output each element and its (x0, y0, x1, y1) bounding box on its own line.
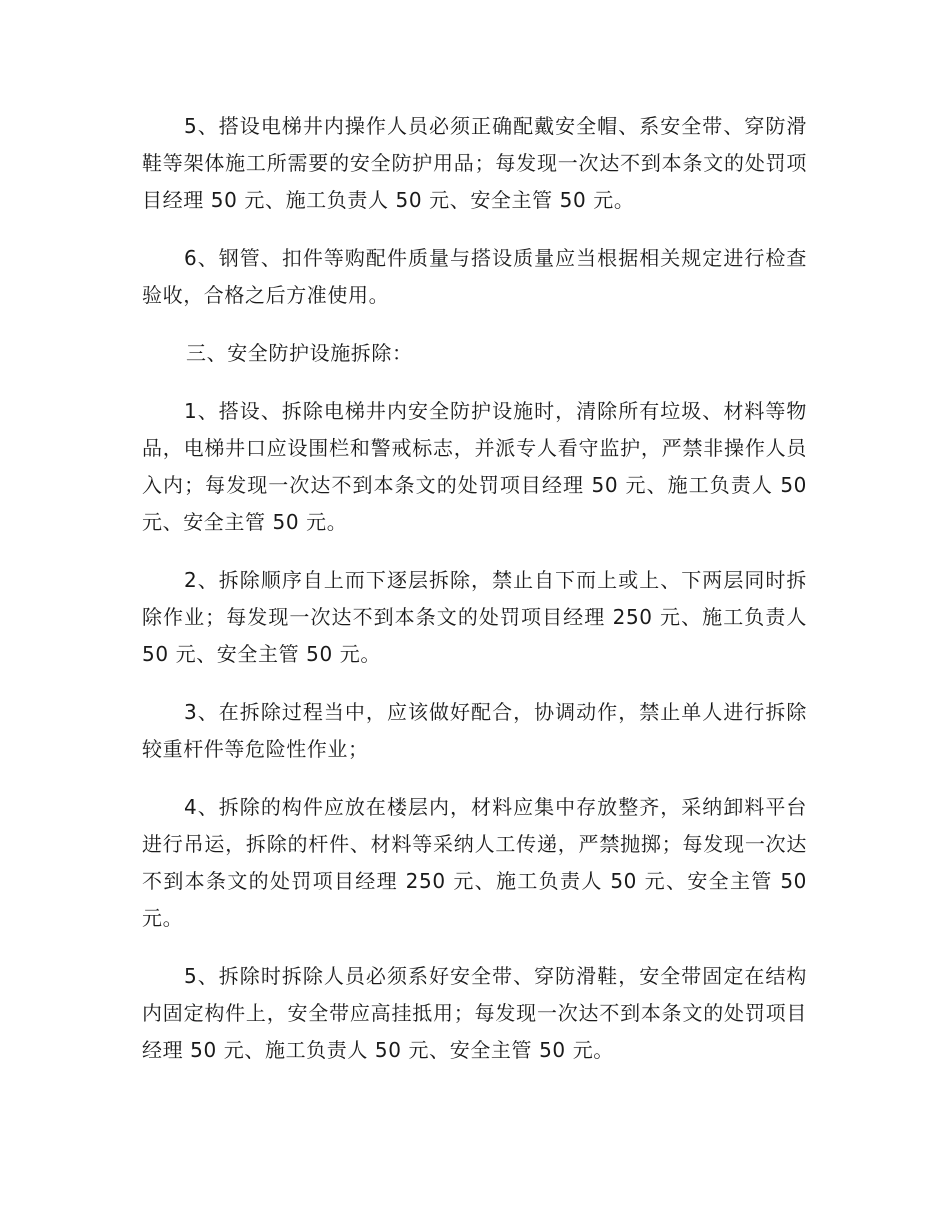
paragraph-2-removal-order: 2、拆除顺序自上而下逐层拆除，禁止自下而上或上、下两层同时拆除作业；每发现一次达不到本条文的处罚项目经理 250 元、施工负责人 50 元、安全主管 50 元。 (142, 568, 807, 666)
paragraph-4-material-handling: 4、拆除的构件应放在楼层内，材料应集中存放整齐，采纳卸料平台进行吊运，拆除的杆件、材料等采纳人工传递，严禁抛掷；每发现一次达不到本条文的处罚项目经理 250 元、施工负责人 50 元、安全主管 50 元。 (142, 795, 807, 930)
paragraph-6-inspection: 6、钢管、扣件等购配件质量与搭设质量应当根据相关规定进行检查验收，合格之后方准使用。 (142, 246, 807, 307)
paragraph-5-safety-belt: 5、拆除时拆除人员必须系好安全带、穿防滑鞋，安全带固定在结构内固定构件上，安全带应高挂抵用；每发现一次达不到本条文的处罚项目经理 50 元、施工负责人 50 元、安全主管 50 元。 (142, 964, 807, 1062)
paragraph-3-coordination: 3、在拆除过程当中，应该做好配合，协调动作，禁止单人进行拆除较重杆件等危险性作业； (142, 700, 807, 761)
section-heading-removal: 三、安全防护设施拆除： (186, 341, 413, 365)
paragraph-5-ppe-requirement: 5、搭设电梯井内操作人员必须正确配戴安全帽、系安全带、穿防滑鞋等架体施工所需要的安全防护用品；每发现一次达不到本条文的处罚项目经理 50 元、施工负责人 50 元、安全主管 50 元。 (142, 114, 807, 212)
paragraph-1-removal-clearing: 1、搭设、拆除电梯井内安全防护设施时，清除所有垃圾、材料等物品，电梯井口应设围栏和警戒标志，并派专人看守监护，严禁非操作人员入内；每发现一次达不到本条文的处罚项目经理 50 元、施工负责人 50 元、安全主管 50 元。 (142, 399, 807, 534)
document-page (142, 108, 807, 1090)
